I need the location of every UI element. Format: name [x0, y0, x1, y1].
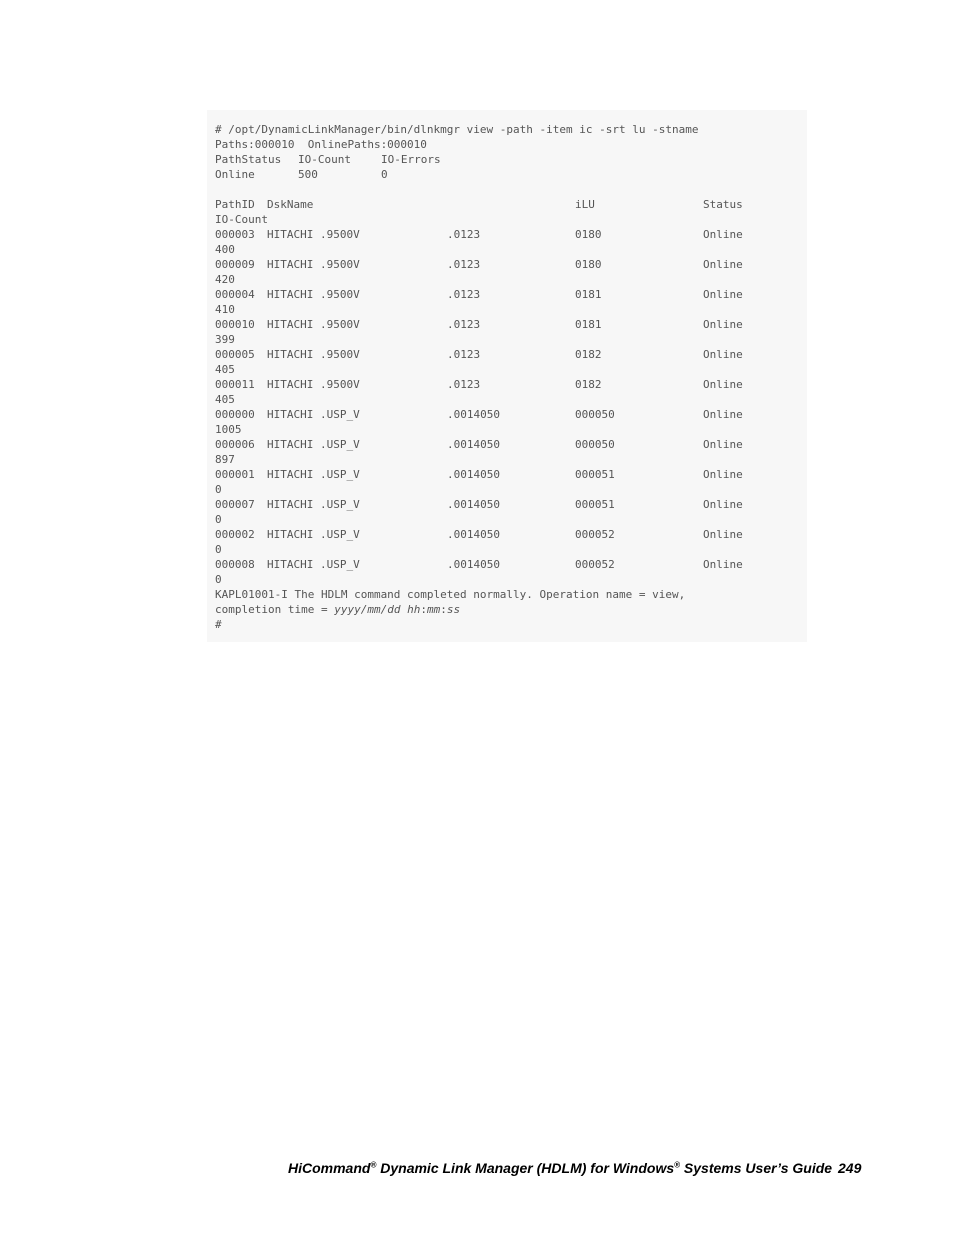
path-id-cell: 000002 [215, 528, 255, 541]
io-count-cell: 0 [215, 573, 222, 586]
dsk-name-cell: HITACHI .USP_V [267, 438, 360, 451]
path-row [215, 317, 807, 332]
dsk-name-cell: HITACHI .9500V [267, 318, 360, 331]
dsk-name-cell: HITACHI .9500V [267, 378, 360, 391]
ilu-cell: 000050 [575, 408, 615, 421]
status-header: Status [703, 198, 743, 211]
path-row [215, 437, 807, 452]
status-cell: Online [703, 258, 743, 271]
footer-title-part1: HiCommand [288, 1160, 371, 1176]
page-number: 249 [838, 1160, 862, 1176]
path-id-cell: 000000 [215, 408, 255, 421]
path-row [215, 407, 807, 422]
path-row [215, 227, 807, 242]
dsk-suffix-cell: .0123 [447, 348, 481, 361]
dsk-suffix-cell: .0014050 [447, 498, 500, 511]
shell-prompt: # [215, 618, 222, 631]
status-cell: Online [703, 318, 743, 331]
dsk-suffix-cell: .0123 [447, 378, 481, 391]
status-cell: Online [703, 408, 743, 421]
path-id-header: PathID [215, 198, 255, 211]
registered-mark: ® [370, 1160, 377, 1170]
path-row [215, 257, 807, 272]
ilu-cell: 000052 [575, 528, 615, 541]
path-status-header: PathStatus [215, 153, 282, 166]
path-row [215, 467, 807, 482]
dsk-suffix-cell: .0014050 [447, 408, 500, 421]
status-cell: Online [703, 438, 743, 451]
path-id-cell: 000010 [215, 318, 255, 331]
io-count-cell: 405 [215, 393, 235, 406]
io-count-cell: 410 [215, 303, 235, 316]
completion-message-line2 [215, 602, 807, 617]
ilu-cell: 0180 [575, 258, 602, 271]
dsk-suffix-cell: .0123 [447, 318, 481, 331]
dsk-name-cell: HITACHI .USP_V [267, 498, 360, 511]
io-count-value: 500 [298, 168, 318, 181]
path-rows [215, 227, 807, 587]
paths-summary: Paths:000010 OnlinePaths:000010 [215, 138, 427, 151]
ilu-cell: 000051 [575, 468, 615, 481]
status-cell: Online [703, 378, 743, 391]
path-id-cell: 000003 [215, 228, 255, 241]
path-row [215, 347, 807, 362]
completion-time-ss: ss [446, 603, 461, 616]
io-count-header-line: IO-Count [215, 213, 268, 226]
status-cell: Online [703, 348, 743, 361]
path-row [215, 557, 807, 572]
io-errors-value: 0 [381, 168, 388, 181]
path-id-cell: 000006 [215, 438, 255, 451]
completion-time-colon: : [440, 603, 447, 616]
io-count-cell: 0 [215, 543, 222, 556]
dsk-suffix-cell: .0123 [447, 258, 481, 271]
completion-time-label: completion time = [215, 603, 335, 616]
path-row [215, 527, 807, 542]
dsk-suffix-cell: .0123 [447, 228, 481, 241]
completion-time-hh: hh [407, 603, 421, 616]
io-count-cell: 0 [215, 513, 222, 526]
path-id-cell: 000001 [215, 468, 255, 481]
ilu-cell: 000051 [575, 498, 615, 511]
dsk-suffix-cell: .0123 [447, 288, 481, 301]
dsk-suffix-cell: .0014050 [447, 468, 500, 481]
dsk-name-cell: HITACHI .9500V [267, 228, 360, 241]
dsk-suffix-cell: .0014050 [447, 528, 500, 541]
path-id-cell: 000011 [215, 378, 255, 391]
completion-time-mm: mm [426, 603, 441, 616]
path-row [215, 497, 807, 512]
registered-mark: ® [674, 1160, 681, 1170]
ilu-header: iLU [575, 198, 595, 211]
status-cell: Online [703, 288, 743, 301]
io-count-cell: 0 [215, 483, 222, 496]
blank-line [215, 182, 807, 197]
status-header-row [215, 152, 807, 167]
ilu-cell: 0180 [575, 228, 602, 241]
footer-title-part3: Systems User’s Guide [680, 1160, 833, 1176]
dsk-suffix-cell: .0014050 [447, 438, 500, 451]
page-footer-title [288, 1160, 860, 1176]
io-errors-header: IO-Errors [381, 153, 441, 166]
ilu-cell: 000052 [575, 558, 615, 571]
dsk-name-header: DskName [267, 198, 314, 211]
io-count-header: IO-Count [298, 153, 351, 166]
path-id-cell: 000009 [215, 258, 255, 271]
path-id-cell: 000004 [215, 288, 255, 301]
status-cell: Online [703, 498, 743, 511]
ilu-cell: 0182 [575, 378, 602, 391]
completion-time-date: yyyy/mm/dd [334, 603, 401, 616]
dsk-name-cell: HITACHI .9500V [267, 288, 360, 301]
dsk-name-cell: HITACHI .USP_V [267, 468, 360, 481]
path-id-cell: 000008 [215, 558, 255, 571]
command-output-block [207, 110, 807, 642]
ilu-cell: 0181 [575, 318, 602, 331]
dsk-name-cell: HITACHI .USP_V [267, 558, 360, 571]
ilu-cell: 000050 [575, 438, 615, 451]
ilu-cell: 0182 [575, 348, 602, 361]
path-row [215, 287, 807, 302]
io-count-cell: 400 [215, 243, 235, 256]
path-row [215, 377, 807, 392]
dsk-name-cell: HITACHI .9500V [267, 348, 360, 361]
completion-message-line1: KAPL01001-I The HDLM command completed normally. Operation name = view, [215, 588, 686, 601]
path-id-cell: 000007 [215, 498, 255, 511]
ilu-cell: 0181 [575, 288, 602, 301]
status-values-row [215, 167, 807, 182]
completion-time-colon: : [420, 603, 427, 616]
path-id-cell: 000005 [215, 348, 255, 361]
io-count-cell: 1005 [215, 423, 242, 436]
dsk-suffix-cell: .0014050 [447, 558, 500, 571]
dsk-name-cell: HITACHI .USP_V [267, 528, 360, 541]
status-cell: Online [703, 228, 743, 241]
io-count-cell: 897 [215, 453, 235, 466]
io-count-cell: 399 [215, 333, 235, 346]
status-cell: Online [703, 558, 743, 571]
io-count-cell: 405 [215, 363, 235, 376]
path-status-value: Online [215, 168, 255, 181]
command-line: # /opt/DynamicLinkManager/bin/dlnkmgr view -path -item ic -srt lu -stname [215, 123, 699, 136]
table-header-row [215, 197, 807, 212]
status-cell: Online [703, 468, 743, 481]
status-cell: Online [703, 528, 743, 541]
footer-title-part2: Dynamic Link Manager (HDLM) for Windows [376, 1160, 675, 1176]
io-count-cell: 420 [215, 273, 235, 286]
dsk-name-cell: HITACHI .USP_V [267, 408, 360, 421]
dsk-name-cell: HITACHI .9500V [267, 258, 360, 271]
